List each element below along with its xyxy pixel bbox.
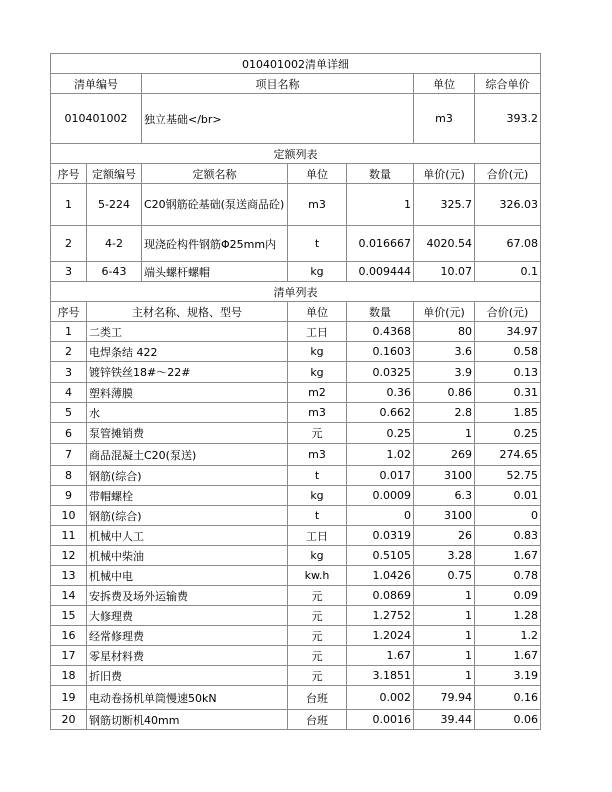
list-cell: 26 bbox=[414, 526, 475, 546]
list-header-cell: 单价(元) bbox=[414, 302, 475, 322]
quota-header-cell: 定额编号 bbox=[87, 164, 142, 184]
quota-header-cell: 合价(元) bbox=[475, 164, 541, 184]
list-cell: 0.75 bbox=[414, 566, 475, 586]
list-cell: 钢筋切断机40mm bbox=[87, 710, 288, 730]
list-cell: 3100 bbox=[414, 466, 475, 486]
list-header-cell: 数量 bbox=[347, 302, 414, 322]
list-row bbox=[51, 586, 541, 606]
list-cell: t bbox=[288, 506, 347, 526]
quota-cell: 5-224 bbox=[87, 184, 142, 226]
list-cell: 0.16 bbox=[475, 686, 541, 710]
list-cell: 钢筋(综合) bbox=[87, 506, 288, 526]
list-cell: m3 bbox=[288, 403, 347, 423]
list-cell: 0.09 bbox=[475, 586, 541, 606]
list-cell: 元 bbox=[288, 606, 347, 626]
list-header-row bbox=[51, 302, 541, 322]
list-cell: 52.75 bbox=[475, 466, 541, 486]
quota-cell: 325.7 bbox=[414, 184, 475, 226]
list-header-cell: 合价(元) bbox=[475, 302, 541, 322]
list-row bbox=[51, 666, 541, 686]
list-cell: 7 bbox=[51, 444, 87, 466]
list-cell: 1.0426 bbox=[347, 566, 414, 586]
list-cell: 0.0319 bbox=[347, 526, 414, 546]
list-row bbox=[51, 342, 541, 362]
list-cell: 0.017 bbox=[347, 466, 414, 486]
list-cell: 泵管摊销费 bbox=[87, 423, 288, 444]
list-row bbox=[51, 606, 541, 626]
list-cell: 0 bbox=[475, 506, 541, 526]
list-cell: 台班 bbox=[288, 710, 347, 730]
list-cell: 电动卷扬机单筒慢速50kN bbox=[87, 686, 288, 710]
list-cell: 电焊条结 422 bbox=[87, 342, 288, 362]
list-row bbox=[51, 486, 541, 506]
bill-detail-table bbox=[50, 53, 541, 730]
list-cell: 9 bbox=[51, 486, 87, 506]
list-cell: 6.3 bbox=[414, 486, 475, 506]
list-cell: 6 bbox=[51, 423, 87, 444]
list-cell: kw.h bbox=[288, 566, 347, 586]
list-row bbox=[51, 444, 541, 466]
list-cell: 1.67 bbox=[475, 546, 541, 566]
list-cell: 0.06 bbox=[475, 710, 541, 730]
list-row bbox=[51, 526, 541, 546]
item-name-header: 项目名称 bbox=[142, 74, 414, 94]
list-cell: 18 bbox=[51, 666, 87, 686]
list-row bbox=[51, 362, 541, 383]
list-row bbox=[51, 566, 541, 586]
list-section-title: 清单列表 bbox=[51, 282, 541, 302]
table-title: 010401002清单详细 bbox=[51, 54, 541, 74]
list-cell: 11 bbox=[51, 526, 87, 546]
list-row bbox=[51, 646, 541, 666]
list-cell: 折旧费 bbox=[87, 666, 288, 686]
list-row bbox=[51, 546, 541, 566]
list-row bbox=[51, 322, 541, 342]
list-cell: 79.94 bbox=[414, 686, 475, 710]
quota-cell: m3 bbox=[288, 184, 347, 226]
list-row bbox=[51, 403, 541, 423]
list-cell: 3.6 bbox=[414, 342, 475, 362]
list-cell: 1 bbox=[414, 423, 475, 444]
list-cell: 0.0325 bbox=[347, 362, 414, 383]
list-cell: 13 bbox=[51, 566, 87, 586]
list-cell: 元 bbox=[288, 586, 347, 606]
list-cell: 带帽螺栓 bbox=[87, 486, 288, 506]
list-cell: 3.19 bbox=[475, 666, 541, 686]
list-cell: 元 bbox=[288, 646, 347, 666]
quota-header-cell: 数量 bbox=[347, 164, 414, 184]
list-header-cell: 主材名称、规格、型号 bbox=[87, 302, 288, 322]
bill-code-header: 清单编号 bbox=[51, 74, 142, 94]
list-cell: 10 bbox=[51, 506, 87, 526]
quota-cell: 2 bbox=[51, 226, 87, 262]
list-header-cell: 单位 bbox=[288, 302, 347, 322]
list-cell: 塑料薄膜 bbox=[87, 383, 288, 403]
quota-header-cell: 序号 bbox=[51, 164, 87, 184]
list-cell: 0.1603 bbox=[347, 342, 414, 362]
list-cell: m2 bbox=[288, 383, 347, 403]
list-cell: 水 bbox=[87, 403, 288, 423]
list-cell: 3100 bbox=[414, 506, 475, 526]
list-cell: 3.28 bbox=[414, 546, 475, 566]
list-cell: 1.28 bbox=[475, 606, 541, 626]
list-cell: 3.9 bbox=[414, 362, 475, 383]
list-cell: 钢筋(综合) bbox=[87, 466, 288, 486]
list-cell: 经常修理费 bbox=[87, 626, 288, 646]
list-cell: 0.31 bbox=[475, 383, 541, 403]
list-cell: 34.97 bbox=[475, 322, 541, 342]
list-cell: 商品混凝土C20(泵送) bbox=[87, 444, 288, 466]
quota-cell: 326.03 bbox=[475, 184, 541, 226]
bill-code: 010401002 bbox=[51, 94, 142, 144]
list-cell: 1.67 bbox=[347, 646, 414, 666]
list-cell: 1 bbox=[51, 322, 87, 342]
list-cell: 1.85 bbox=[475, 403, 541, 423]
list-cell: 14 bbox=[51, 586, 87, 606]
list-cell: 0.78 bbox=[475, 566, 541, 586]
list-cell: 0.01 bbox=[475, 486, 541, 506]
list-cell: 20 bbox=[51, 710, 87, 730]
list-cell: 台班 bbox=[288, 686, 347, 710]
list-row bbox=[51, 710, 541, 730]
quota-cell: 3 bbox=[51, 262, 87, 282]
quota-header-cell: 单价(元) bbox=[414, 164, 475, 184]
list-cell: 0.58 bbox=[475, 342, 541, 362]
list-cell: 1 bbox=[414, 606, 475, 626]
list-row bbox=[51, 626, 541, 646]
quota-cell: 0.016667 bbox=[347, 226, 414, 262]
quota-row bbox=[51, 226, 541, 262]
list-cell: 19 bbox=[51, 686, 87, 710]
list-body bbox=[51, 322, 541, 730]
list-cell: 1.2752 bbox=[347, 606, 414, 626]
list-cell: 元 bbox=[288, 626, 347, 646]
list-cell: 269 bbox=[414, 444, 475, 466]
list-cell: 大修理费 bbox=[87, 606, 288, 626]
list-cell: t bbox=[288, 466, 347, 486]
list-cell: 0.4368 bbox=[347, 322, 414, 342]
list-cell: kg bbox=[288, 486, 347, 506]
list-cell: 镀锌铁丝18#～22# bbox=[87, 362, 288, 383]
list-cell: 1.67 bbox=[475, 646, 541, 666]
list-cell: 0.0009 bbox=[347, 486, 414, 506]
list-row bbox=[51, 466, 541, 486]
list-cell: 1 bbox=[414, 666, 475, 686]
list-cell: 零星材料费 bbox=[87, 646, 288, 666]
list-cell: 机械中柴油 bbox=[87, 546, 288, 566]
list-cell: 1 bbox=[414, 586, 475, 606]
quota-cell: 6-43 bbox=[87, 262, 142, 282]
list-cell: 15 bbox=[51, 606, 87, 626]
list-cell: 元 bbox=[288, 666, 347, 686]
list-cell: 3.1851 bbox=[347, 666, 414, 686]
item-unit-price: 393.2 bbox=[475, 94, 541, 144]
quota-cell: t bbox=[288, 226, 347, 262]
quota-header-cell: 单位 bbox=[288, 164, 347, 184]
list-row bbox=[51, 383, 541, 403]
list-cell: 工日 bbox=[288, 526, 347, 546]
list-cell: 1 bbox=[414, 626, 475, 646]
list-cell: 元 bbox=[288, 423, 347, 444]
list-cell: 0.25 bbox=[475, 423, 541, 444]
list-cell: 16 bbox=[51, 626, 87, 646]
unit-header: 单位 bbox=[414, 74, 475, 94]
quota-cell: C20钢筋砼基础(泵送商品砼) bbox=[142, 184, 288, 226]
unit-price-header: 综合单价 bbox=[475, 74, 541, 94]
list-cell: 0.002 bbox=[347, 686, 414, 710]
quota-cell: 10.07 bbox=[414, 262, 475, 282]
list-cell: 274.65 bbox=[475, 444, 541, 466]
quota-section-title: 定额列表 bbox=[51, 144, 541, 164]
list-cell: 机械中电 bbox=[87, 566, 288, 586]
quota-cell: 0.009444 bbox=[347, 262, 414, 282]
quota-row bbox=[51, 184, 541, 226]
list-cell: 3 bbox=[51, 362, 87, 383]
list-cell: 2.8 bbox=[414, 403, 475, 423]
quota-cell: 0.1 bbox=[475, 262, 541, 282]
list-cell: 8 bbox=[51, 466, 87, 486]
list-cell: 80 bbox=[414, 322, 475, 342]
list-cell: 5 bbox=[51, 403, 87, 423]
item-name: 独立基础</br> bbox=[142, 94, 414, 144]
quota-cell: 67.08 bbox=[475, 226, 541, 262]
list-cell: 0.36 bbox=[347, 383, 414, 403]
list-row bbox=[51, 423, 541, 444]
list-header-cell: 序号 bbox=[51, 302, 87, 322]
list-cell: 二类工 bbox=[87, 322, 288, 342]
list-row bbox=[51, 506, 541, 526]
list-cell: 机械中人工 bbox=[87, 526, 288, 546]
quota-cell: 4-2 bbox=[87, 226, 142, 262]
quota-cell: kg bbox=[288, 262, 347, 282]
list-cell: 1 bbox=[414, 646, 475, 666]
list-cell: 工日 bbox=[288, 322, 347, 342]
list-cell: 2 bbox=[51, 342, 87, 362]
list-row bbox=[51, 686, 541, 710]
list-cell: kg bbox=[288, 362, 347, 383]
quota-cell: 4020.54 bbox=[414, 226, 475, 262]
quota-header-row bbox=[51, 164, 541, 184]
list-cell: 1.2 bbox=[475, 626, 541, 646]
list-cell: 0.0016 bbox=[347, 710, 414, 730]
item-unit: m3 bbox=[414, 94, 475, 144]
list-cell: 0.83 bbox=[475, 526, 541, 546]
list-cell: 1.02 bbox=[347, 444, 414, 466]
quota-cell: 1 bbox=[51, 184, 87, 226]
list-cell: 39.44 bbox=[414, 710, 475, 730]
quota-row bbox=[51, 262, 541, 282]
list-cell: kg bbox=[288, 546, 347, 566]
list-cell: 0.13 bbox=[475, 362, 541, 383]
quota-cell: 端头螺杆螺帽 bbox=[142, 262, 288, 282]
list-cell: 安拆费及场外运输费 bbox=[87, 586, 288, 606]
quota-cell: 现浇砼构件钢筋Φ25mm内 bbox=[142, 226, 288, 262]
list-cell: 1.2024 bbox=[347, 626, 414, 646]
list-cell: 17 bbox=[51, 646, 87, 666]
list-cell: 0.25 bbox=[347, 423, 414, 444]
list-cell: kg bbox=[288, 342, 347, 362]
list-cell: 0.5105 bbox=[347, 546, 414, 566]
quota-header-cell: 定额名称 bbox=[142, 164, 288, 184]
list-cell: 0 bbox=[347, 506, 414, 526]
list-cell: 4 bbox=[51, 383, 87, 403]
list-cell: 0.662 bbox=[347, 403, 414, 423]
quota-cell: 1 bbox=[347, 184, 414, 226]
list-cell: 0.0869 bbox=[347, 586, 414, 606]
list-cell: 12 bbox=[51, 546, 87, 566]
list-cell: 0.86 bbox=[414, 383, 475, 403]
list-cell: m3 bbox=[288, 444, 347, 466]
